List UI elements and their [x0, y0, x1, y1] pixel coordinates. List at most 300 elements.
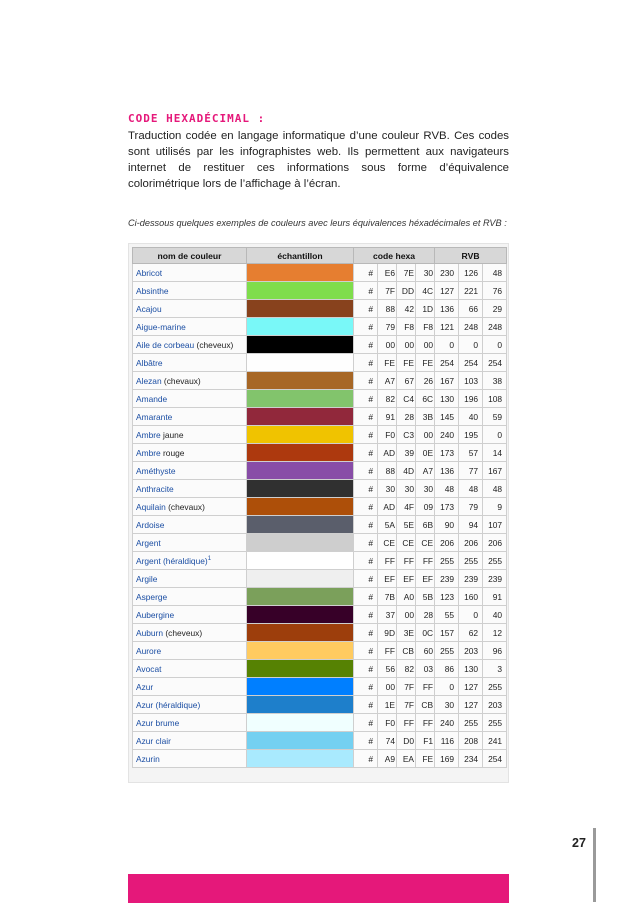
rgb-r-cell: 173: [435, 498, 459, 516]
color-swatch: [247, 462, 354, 480]
table-row: [133, 354, 507, 372]
color-swatch: [247, 372, 354, 390]
hex-hash-cell: #: [354, 282, 378, 300]
hex-hash-cell: #: [354, 696, 378, 714]
rgb-r-cell: 127: [435, 282, 459, 300]
color-name-link[interactable]: Ambre: [136, 429, 161, 440]
color-swatch: [247, 678, 354, 696]
color-name-link[interactable]: Avocat: [136, 663, 162, 674]
color-swatch: [247, 444, 354, 462]
color-table: [132, 247, 507, 768]
hex-byte-cell: AD: [378, 498, 397, 516]
color-swatch: [247, 480, 354, 498]
hex-byte-cell: 4C: [416, 282, 435, 300]
hex-byte-cell: 30: [416, 264, 435, 282]
rgb-g-cell: 127: [459, 696, 483, 714]
color-name-cell: [133, 408, 247, 426]
table-row: [133, 570, 507, 588]
color-name-cell: [133, 426, 247, 444]
table-row: [133, 390, 507, 408]
table-row: [133, 732, 507, 750]
rgb-r-cell: 239: [435, 570, 459, 588]
rgb-r-cell: 136: [435, 300, 459, 318]
color-name-cell: [133, 516, 247, 534]
rgb-g-cell: 79: [459, 498, 483, 516]
color-swatch: [247, 318, 354, 336]
rgb-g-cell: 196: [459, 390, 483, 408]
color-name-link[interactable]: Abricot: [136, 267, 163, 278]
hex-hash-cell: #: [354, 750, 378, 768]
color-name-cell: [133, 534, 247, 552]
hex-byte-cell: FF: [397, 714, 416, 732]
rgb-g-cell: 221: [459, 282, 483, 300]
table-row: [133, 372, 507, 390]
hex-byte-cell: 5A: [378, 516, 397, 534]
hex-byte-cell: 88: [378, 462, 397, 480]
rgb-g-cell: 208: [459, 732, 483, 750]
rgb-g-cell: 126: [459, 264, 483, 282]
color-swatch: [247, 624, 354, 642]
color-swatch: [247, 606, 354, 624]
color-name-qualifier: (chevaux): [165, 501, 205, 512]
hex-hash-cell: #: [354, 588, 378, 606]
color-swatch: [247, 570, 354, 588]
hex-byte-cell: 7B: [378, 588, 397, 606]
color-name-cell: [133, 444, 247, 462]
color-name-cell: [133, 570, 247, 588]
table-row: [133, 300, 507, 318]
hex-byte-cell: FE: [416, 354, 435, 372]
hex-hash-cell: #: [354, 606, 378, 624]
hex-byte-cell: 39: [397, 444, 416, 462]
color-name-cell: [133, 264, 247, 282]
rgb-b-cell: 3: [483, 660, 507, 678]
color-name-link[interactable]: Ambre: [136, 447, 161, 458]
table-row: [133, 588, 507, 606]
hex-hash-cell: #: [354, 480, 378, 498]
table-row: [133, 678, 507, 696]
rgb-r-cell: 206: [435, 534, 459, 552]
color-swatch: [247, 282, 354, 300]
rgb-r-cell: 167: [435, 372, 459, 390]
rgb-g-cell: 62: [459, 624, 483, 642]
table-row: [133, 714, 507, 732]
hex-hash-cell: #: [354, 408, 378, 426]
table-row: [133, 282, 507, 300]
color-name-cell: [133, 660, 247, 678]
hex-hash-cell: #: [354, 300, 378, 318]
hex-byte-cell: 00: [397, 606, 416, 624]
table-row: [133, 480, 507, 498]
color-name-link[interactable]: Argile: [136, 573, 158, 584]
rgb-g-cell: 127: [459, 678, 483, 696]
hex-hash-cell: #: [354, 714, 378, 732]
rgb-r-cell: 230: [435, 264, 459, 282]
table-row: [133, 336, 507, 354]
hex-byte-cell: F0: [378, 714, 397, 732]
rgb-r-cell: 90: [435, 516, 459, 534]
rgb-r-cell: 145: [435, 408, 459, 426]
table-row: [133, 696, 507, 714]
table-body: [133, 264, 507, 768]
hex-hash-cell: #: [354, 678, 378, 696]
table-row: [133, 624, 507, 642]
table-header-row: [133, 248, 507, 264]
footer-accent-bar: [128, 874, 509, 903]
hex-byte-cell: 00: [416, 336, 435, 354]
rgb-b-cell: 76: [483, 282, 507, 300]
hex-byte-cell: 00: [416, 426, 435, 444]
hex-byte-cell: F0: [378, 426, 397, 444]
rgb-g-cell: 103: [459, 372, 483, 390]
color-name-link[interactable]: Aubergine: [136, 609, 175, 620]
hex-byte-cell: 42: [397, 300, 416, 318]
rgb-b-cell: 255: [483, 552, 507, 570]
hex-byte-cell: C3: [397, 426, 416, 444]
rgb-r-cell: 254: [435, 354, 459, 372]
color-name-cell: [133, 588, 247, 606]
hex-byte-cell: FF: [416, 714, 435, 732]
hex-byte-cell: FF: [416, 678, 435, 696]
color-swatch: [247, 300, 354, 318]
color-name-link[interactable]: Ardoise: [136, 519, 165, 530]
rgb-r-cell: 0: [435, 336, 459, 354]
color-name-link[interactable]: Albâtre: [136, 357, 163, 368]
rgb-g-cell: 66: [459, 300, 483, 318]
hex-byte-cell: 5B: [416, 588, 435, 606]
hex-byte-cell: EA: [397, 750, 416, 768]
hex-byte-cell: 60: [416, 642, 435, 660]
hex-hash-cell: #: [354, 372, 378, 390]
color-swatch: [247, 390, 354, 408]
rgb-r-cell: 173: [435, 444, 459, 462]
rgb-b-cell: 248: [483, 318, 507, 336]
color-name-link[interactable]: Aigue-marine: [136, 321, 186, 332]
hex-byte-cell: 0C: [416, 624, 435, 642]
color-name-link[interactable]: Azur: [136, 681, 154, 692]
rgb-g-cell: 254: [459, 354, 483, 372]
hex-byte-cell: 88: [378, 300, 397, 318]
rgb-b-cell: 255: [483, 678, 507, 696]
hex-byte-cell: F1: [416, 732, 435, 750]
hex-byte-cell: 3B: [416, 408, 435, 426]
rgb-g-cell: 248: [459, 318, 483, 336]
color-name-link[interactable]: Azur clair: [136, 735, 171, 746]
table-row: [133, 534, 507, 552]
color-swatch: [247, 264, 354, 282]
rgb-b-cell: 254: [483, 750, 507, 768]
rgb-b-cell: 96: [483, 642, 507, 660]
rgb-r-cell: 130: [435, 390, 459, 408]
hex-byte-cell: 7F: [397, 678, 416, 696]
hex-byte-cell: CB: [416, 696, 435, 714]
color-swatch: [247, 354, 354, 372]
color-swatch: [247, 534, 354, 552]
color-name-link[interactable]: Aurore: [136, 645, 162, 656]
hex-byte-cell: A7: [416, 462, 435, 480]
hex-byte-cell: FF: [416, 552, 435, 570]
table-row: [133, 408, 507, 426]
hex-byte-cell: 6B: [416, 516, 435, 534]
color-name-link[interactable]: Azurin: [136, 753, 160, 764]
header-rgb: RVB: [435, 248, 507, 264]
rgb-b-cell: 255: [483, 714, 507, 732]
rgb-b-cell: 9: [483, 498, 507, 516]
rgb-r-cell: 157: [435, 624, 459, 642]
header-color-name: nom de couleur: [133, 248, 247, 264]
hex-byte-cell: 9D: [378, 624, 397, 642]
hex-byte-cell: 5E: [397, 516, 416, 534]
color-name-link[interactable]: Amarante: [136, 411, 173, 422]
hex-byte-cell: 82: [397, 660, 416, 678]
hex-hash-cell: #: [354, 336, 378, 354]
table-row: [133, 552, 507, 570]
hex-byte-cell: 74: [378, 732, 397, 750]
color-name-cell: [133, 624, 247, 642]
color-swatch: [247, 660, 354, 678]
color-name-link[interactable]: Argent: [136, 537, 161, 548]
rgb-g-cell: 40: [459, 408, 483, 426]
color-name-qualifier: (chevaux): [161, 375, 201, 386]
rgb-b-cell: 48: [483, 480, 507, 498]
hex-byte-cell: 37: [378, 606, 397, 624]
hex-byte-cell: A9: [378, 750, 397, 768]
color-name-cell: [133, 354, 247, 372]
color-name-cell: [133, 696, 247, 714]
rgb-b-cell: 0: [483, 426, 507, 444]
rgb-b-cell: 40: [483, 606, 507, 624]
table-row: [133, 750, 507, 768]
color-name-link[interactable]: Auburn: [136, 627, 164, 638]
hex-hash-cell: #: [354, 570, 378, 588]
hex-byte-cell: FF: [378, 552, 397, 570]
rgb-b-cell: 59: [483, 408, 507, 426]
hex-byte-cell: 30: [378, 480, 397, 498]
color-name-cell: [133, 390, 247, 408]
rgb-b-cell: 167: [483, 462, 507, 480]
hex-byte-cell: 67: [397, 372, 416, 390]
hex-byte-cell: 30: [416, 480, 435, 498]
color-name-link[interactable]: Absinthe: [136, 285, 169, 296]
hex-byte-cell: D0: [397, 732, 416, 750]
rgb-g-cell: 195: [459, 426, 483, 444]
color-name-cell: [133, 498, 247, 516]
color-name-cell: [133, 732, 247, 750]
color-name-cell: [133, 300, 247, 318]
color-swatch: [247, 426, 354, 444]
color-name-cell: [133, 714, 247, 732]
rgb-r-cell: 123: [435, 588, 459, 606]
rgb-r-cell: 0: [435, 678, 459, 696]
rgb-g-cell: 0: [459, 336, 483, 354]
page-number: 27: [572, 836, 586, 850]
rgb-g-cell: 255: [459, 714, 483, 732]
rgb-r-cell: 121: [435, 318, 459, 336]
hex-hash-cell: #: [354, 390, 378, 408]
color-name-cell: [133, 642, 247, 660]
hex-byte-cell: FE: [416, 750, 435, 768]
rgb-b-cell: 48: [483, 264, 507, 282]
table-row: [133, 444, 507, 462]
color-name-qualifier: jaune: [160, 429, 184, 440]
hex-byte-cell: CE: [416, 534, 435, 552]
hex-byte-cell: AD: [378, 444, 397, 462]
color-name-link[interactable]: Azur brume: [136, 717, 180, 728]
hex-byte-cell: 1E: [378, 696, 397, 714]
section-heading: CODE HEXADÉCIMAL :: [128, 112, 266, 125]
hex-byte-cell: FE: [397, 354, 416, 372]
hex-byte-cell: 79: [378, 318, 397, 336]
rgb-b-cell: 12: [483, 624, 507, 642]
color-name-qualifier: rouge: [160, 447, 185, 458]
color-swatch: [247, 732, 354, 750]
rgb-g-cell: 57: [459, 444, 483, 462]
color-name-qualifier: (cheveux): [194, 339, 234, 350]
rgb-g-cell: 77: [459, 462, 483, 480]
table-row: [133, 516, 507, 534]
hex-byte-cell: 3E: [397, 624, 416, 642]
hex-byte-cell: 28: [397, 408, 416, 426]
color-name-cell: [133, 282, 247, 300]
color-name-link[interactable]: Aile de corbeau: [136, 339, 195, 350]
hex-hash-cell: #: [354, 534, 378, 552]
rgb-g-cell: 0: [459, 606, 483, 624]
hex-byte-cell: 26: [416, 372, 435, 390]
header-swatch: échantillon: [247, 248, 354, 264]
hex-hash-cell: #: [354, 462, 378, 480]
hex-byte-cell: EF: [416, 570, 435, 588]
color-name-link[interactable]: Acajou: [136, 303, 162, 314]
table-row: [133, 660, 507, 678]
hex-hash-cell: #: [354, 516, 378, 534]
hex-byte-cell: DD: [397, 282, 416, 300]
color-table-frame: [128, 243, 509, 783]
hex-hash-cell: #: [354, 642, 378, 660]
rgb-g-cell: 206: [459, 534, 483, 552]
hex-byte-cell: 1D: [416, 300, 435, 318]
color-name-cell: [133, 462, 247, 480]
hex-byte-cell: 56: [378, 660, 397, 678]
color-name-link[interactable]: Aquilain: [136, 501, 166, 512]
hex-byte-cell: FF: [397, 552, 416, 570]
rgb-g-cell: 203: [459, 642, 483, 660]
table-row: [133, 606, 507, 624]
color-swatch: [247, 714, 354, 732]
rgb-b-cell: 38: [483, 372, 507, 390]
hex-byte-cell: 00: [397, 336, 416, 354]
rgb-b-cell: 91: [483, 588, 507, 606]
hex-byte-cell: 7F: [378, 282, 397, 300]
hex-byte-cell: E6: [378, 264, 397, 282]
hex-byte-cell: 0E: [416, 444, 435, 462]
color-name-cell: [133, 336, 247, 354]
hex-byte-cell: 6C: [416, 390, 435, 408]
rgb-b-cell: 241: [483, 732, 507, 750]
hex-hash-cell: #: [354, 354, 378, 372]
color-name-cell: [133, 552, 247, 570]
hex-byte-cell: FF: [378, 642, 397, 660]
color-name-link[interactable]: Azur (héraldique): [136, 699, 201, 710]
hex-byte-cell: 91: [378, 408, 397, 426]
table-row: [133, 462, 507, 480]
hex-hash-cell: #: [354, 318, 378, 336]
color-name-cell: [133, 606, 247, 624]
color-name-link[interactable]: Améthyste: [136, 465, 176, 476]
hex-hash-cell: #: [354, 426, 378, 444]
hex-hash-cell: #: [354, 444, 378, 462]
hex-byte-cell: 7F: [397, 696, 416, 714]
hex-byte-cell: 7E: [397, 264, 416, 282]
color-swatch: [247, 336, 354, 354]
table-row: [133, 318, 507, 336]
table-caption: Ci-dessous quelques exemples de couleurs avec leurs équivalences héxadécimales et RVB :: [128, 218, 507, 228]
rgb-r-cell: 48: [435, 480, 459, 498]
color-swatch: [247, 696, 354, 714]
rgb-g-cell: 160: [459, 588, 483, 606]
rgb-b-cell: 206: [483, 534, 507, 552]
rgb-r-cell: 169: [435, 750, 459, 768]
header-hex-code: code hexa: [354, 248, 435, 264]
table-row: [133, 498, 507, 516]
footnote-ref[interactable]: 1: [207, 555, 212, 562]
hex-byte-cell: A0: [397, 588, 416, 606]
hex-byte-cell: 82: [378, 390, 397, 408]
hex-byte-cell: F8: [397, 318, 416, 336]
hex-byte-cell: 28: [416, 606, 435, 624]
hex-byte-cell: A7: [378, 372, 397, 390]
color-swatch: [247, 750, 354, 768]
color-swatch: [247, 516, 354, 534]
table-row: [133, 642, 507, 660]
color-name-link[interactable]: Anthracite: [136, 483, 174, 494]
rgb-b-cell: 108: [483, 390, 507, 408]
rgb-r-cell: 255: [435, 552, 459, 570]
color-swatch: [247, 498, 354, 516]
color-name-cell: [133, 678, 247, 696]
hex-hash-cell: #: [354, 732, 378, 750]
rgb-b-cell: 29: [483, 300, 507, 318]
color-name-link[interactable]: Argent (héraldique): [136, 555, 208, 566]
rgb-b-cell: 254: [483, 354, 507, 372]
intro-paragraph: Traduction codée en langage informatique d’une couleur RVB. Ces codes sont utilisés par les infographistes web. Ils permettent aux navigateurs internet de restituer ces informations sous forme d’équivalence colorimétrique lors de l’affichage à l’écran.: [128, 130, 509, 190]
rgb-r-cell: 240: [435, 426, 459, 444]
rgb-b-cell: 203: [483, 696, 507, 714]
hex-hash-cell: #: [354, 264, 378, 282]
rgb-r-cell: 136: [435, 462, 459, 480]
color-name-cell: [133, 318, 247, 336]
rgb-b-cell: 239: [483, 570, 507, 588]
hex-hash-cell: #: [354, 552, 378, 570]
hex-byte-cell: 03: [416, 660, 435, 678]
rgb-g-cell: 255: [459, 552, 483, 570]
hex-hash-cell: #: [354, 624, 378, 642]
hex-byte-cell: 4D: [397, 462, 416, 480]
rgb-r-cell: 255: [435, 642, 459, 660]
color-name-link[interactable]: Alezan: [136, 375, 162, 386]
rgb-b-cell: 107: [483, 516, 507, 534]
hex-hash-cell: #: [354, 660, 378, 678]
rgb-g-cell: 234: [459, 750, 483, 768]
page-number-rule: [593, 828, 596, 902]
hex-byte-cell: F8: [416, 318, 435, 336]
rgb-r-cell: 240: [435, 714, 459, 732]
color-name-cell: [133, 372, 247, 390]
color-name-link[interactable]: Asperge: [136, 591, 168, 602]
color-swatch: [247, 588, 354, 606]
rgb-r-cell: 30: [435, 696, 459, 714]
hex-byte-cell: 00: [378, 336, 397, 354]
color-name-link[interactable]: Amande: [136, 393, 168, 404]
